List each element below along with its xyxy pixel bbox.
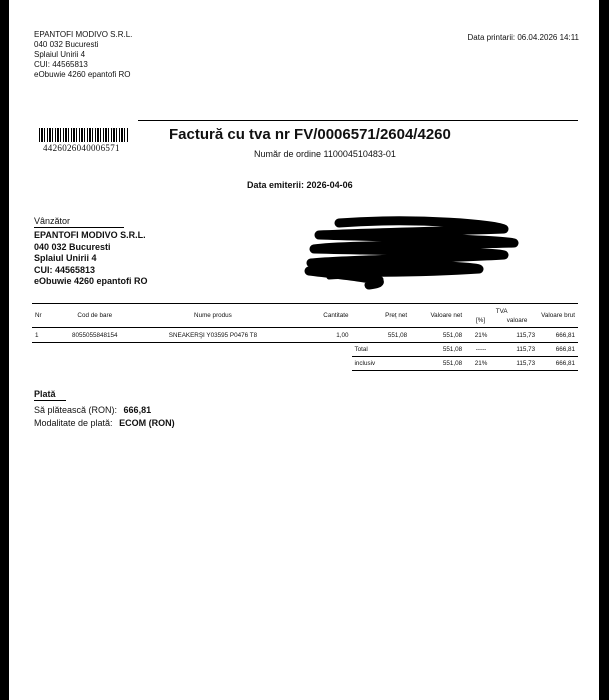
total-gross-value: 666,81 (538, 343, 578, 357)
total-row (32, 343, 578, 357)
header-product: Nume produs (194, 312, 232, 319)
title-divider (138, 120, 578, 121)
inclusiv-net-value: 551,08 (410, 357, 465, 371)
header-tva (465, 304, 538, 328)
cell-tva-percent: 21% (465, 328, 497, 343)
cell-nr: 1 (32, 328, 54, 343)
header-tva-label: TVA (495, 307, 508, 315)
inclusiv-gross-value: 666,81 (538, 357, 578, 371)
cell-product: SNEAKERŞI Y03595 P0476 T8 (135, 328, 290, 343)
cell-barcode: 8055055848154 (54, 328, 135, 343)
seller-label: Vânzător (34, 216, 71, 226)
payment-amount-label: Să plătească (RON): (34, 405, 118, 415)
inclusiv-tva-value: 115,73 (497, 357, 538, 371)
seller-line: CUI: 44565813 (34, 264, 96, 275)
barcode-number: 4426026040006571 (43, 143, 120, 153)
payment-title: Plată (34, 389, 56, 399)
header-barcode: Cod de bare (77, 312, 113, 319)
redaction-scribble (299, 215, 539, 290)
total-tva-value: 115,73 (497, 343, 538, 357)
inclusiv-tva-percent: 21% (465, 357, 497, 371)
header-net-value: Valoare net (430, 312, 463, 319)
payment-amount: 666,81 (123, 405, 152, 415)
barcode-image (39, 128, 129, 142)
payment-method: ECOM (RON) (119, 418, 175, 428)
issue-date-value: 2026-04-06 (306, 180, 353, 190)
cell-net-price: 551,08 (352, 328, 411, 343)
payment-amount-row (34, 404, 175, 417)
cell-tva-value: 115,73 (497, 328, 538, 343)
company-header (34, 30, 132, 80)
payment-underline (34, 400, 66, 401)
header-net-price: Preț net (385, 312, 408, 319)
seller-line: 040 032 Bucuresti (34, 241, 111, 252)
invoice-page (9, 0, 599, 700)
cell-quantity: 1,00 (291, 328, 352, 343)
print-date: Data printarii: 06.04.2026 14:11 (467, 33, 579, 42)
header-gross-value: Valoare brut (541, 312, 575, 319)
total-net-value: 551,08 (410, 343, 465, 357)
seller-line: eObuwie 4260 epantofi RO (34, 276, 148, 286)
total-label: Total (352, 343, 411, 357)
seller-line: Splaiul Unirii 4 (34, 253, 97, 263)
items-table (32, 303, 578, 371)
company-line: CUI: 44565813 (34, 60, 88, 69)
total-tva-percent: ----- (465, 343, 497, 357)
header-nr: Nr (35, 312, 42, 319)
header-tva-percent: [%] (475, 316, 486, 324)
company-line: 040 032 Bucuresti (34, 40, 99, 49)
company-line: eObuwie 4260 epantofi RO (34, 70, 131, 79)
seller-block (34, 230, 148, 288)
cell-net-value: 551,08 (410, 328, 465, 343)
company-line: EPANTOFI MODIVO S.R.L. (34, 30, 133, 39)
cell-gross-value: 666,81 (538, 328, 578, 343)
table-header-row (32, 304, 578, 328)
seller-underline (34, 227, 124, 228)
header-quantity: Cantitate (323, 312, 349, 319)
company-line: Splaiul Unirii 4 (34, 50, 86, 59)
inclusiv-row (32, 357, 578, 371)
inclusiv-label: inclusiv (352, 357, 411, 371)
payment-method-label: Modalitate de plată: (34, 418, 113, 428)
payment-method-row (34, 417, 175, 430)
invoice-title: Factură cu tva nr FV/0006571/2604/4260 (169, 126, 451, 143)
order-number: Număr de ordine 110004510483-01 (254, 149, 396, 159)
seller-line: EPANTOFI MODIVO S.R.L. (34, 230, 146, 240)
payment-block (34, 404, 175, 430)
header-tva-value: valoare (506, 316, 528, 324)
table-row (32, 328, 578, 343)
issue-date-label: Data emiterii: (247, 180, 305, 190)
issue-date (247, 180, 353, 190)
